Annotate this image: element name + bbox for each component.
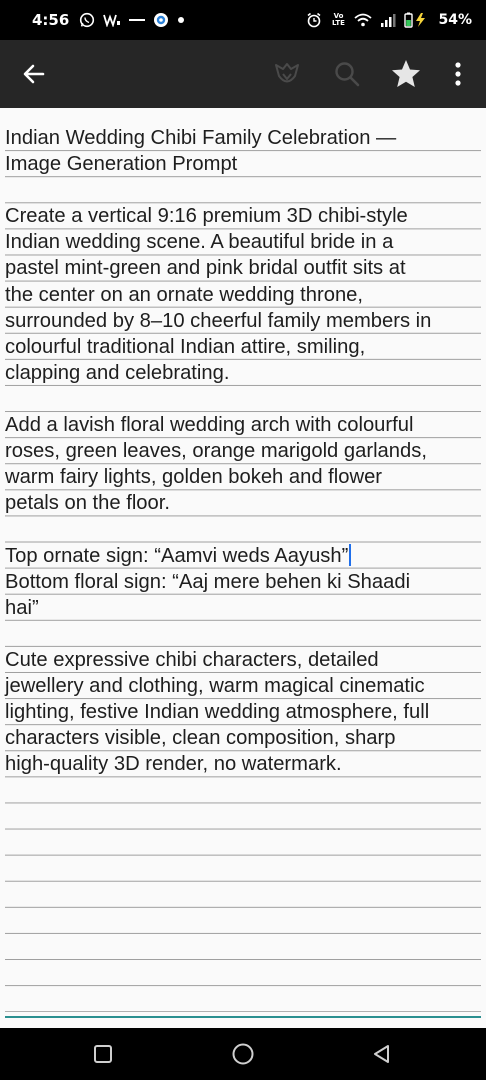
status-bar — [0, 0, 486, 40]
lilypond-icon — [272, 59, 302, 89]
note-page — [0, 108, 486, 1028]
more-vert-icon — [453, 61, 463, 87]
note-line: lighting, festive Indian wedding atmosphere, full — [5, 701, 430, 724]
favorite-button[interactable] — [386, 54, 426, 94]
whatsapp-icon — [79, 12, 95, 28]
note-line: characters visible, clean composition, sharp — [5, 727, 396, 750]
note-line: the center on an ornate wedding throne, — [5, 283, 364, 306]
back-button[interactable] — [14, 54, 54, 94]
battery-percent: 54% — [438, 12, 472, 28]
search-button[interactable] — [327, 54, 367, 94]
note-line: surrounded by 8–10 cheerful family members in — [5, 309, 432, 332]
alarm-icon — [306, 12, 322, 28]
note-line: jewellery and clothing, warm magical cinematic — [5, 674, 425, 697]
signal-icon — [380, 13, 396, 27]
toolbar — [0, 40, 486, 108]
dot-icon — [177, 16, 185, 24]
wps-icon — [103, 13, 121, 27]
back-triangle-icon — [371, 1043, 393, 1065]
note-line: Indian Wedding Chibi Family Celebration — — [5, 127, 397, 149]
volte-icon: Vo LTE — [332, 12, 345, 27]
status-left-icons — [79, 12, 185, 28]
note-blank-line — [5, 386, 481, 412]
recents-square-icon — [93, 1044, 113, 1064]
more-options-button[interactable] — [438, 54, 478, 94]
note-line: pastel mint-green and pink bridal outfit sits at — [5, 257, 406, 280]
navigation-bar — [0, 1028, 486, 1080]
note-line: high-quality 3D render, no watermark. — [5, 753, 342, 776]
note-line: Create a vertical 9:16 premium 3D chibi-style — [5, 205, 408, 228]
note-line: Indian wedding scene. A beautiful bride in a — [5, 231, 394, 254]
star-icon — [389, 57, 423, 91]
text-cursor — [349, 544, 351, 566]
note-line: colourful traditional Indian attire, smiling, — [5, 335, 366, 358]
battery-charging-icon — [404, 12, 430, 28]
wifi-icon — [354, 13, 372, 27]
note-line: hai” — [5, 596, 39, 619]
note-bottom-rule — [5, 1016, 481, 1018]
note-text-area[interactable] — [5, 125, 481, 1012]
back-arrow-icon — [21, 61, 47, 87]
note-line: warm fairy lights, golden bokeh and flower — [5, 466, 383, 489]
note-line: clapping and celebrating. — [5, 361, 230, 384]
note-line: roses, green leaves, orange marigold garlands, — [5, 440, 427, 463]
note-line: petals on the floor. — [5, 492, 170, 515]
note-line: Top ornate sign: “Aamvi weds Aayush” — [5, 543, 481, 569]
system-back-button[interactable] — [369, 1041, 395, 1067]
note-blank-line — [5, 621, 481, 647]
search-icon — [332, 59, 362, 89]
circle-app-icon — [153, 12, 169, 28]
home-button[interactable] — [230, 1041, 256, 1067]
recents-button[interactable] — [90, 1041, 116, 1067]
status-right-icons — [306, 12, 472, 28]
lilypond-button[interactable] — [267, 54, 307, 94]
status-time: 4:56 — [32, 11, 70, 29]
home-circle-icon — [231, 1042, 255, 1066]
dash-icon — [129, 16, 145, 24]
note-line: Bottom floral sign: “Aaj mere behen ki Shaadi — [5, 570, 411, 593]
note-line: Cute expressive chibi characters, detailed — [5, 648, 379, 671]
note-blank-line — [5, 516, 481, 542]
note-line: Image Generation Prompt — [5, 153, 238, 176]
note-blank-line — [5, 177, 481, 203]
note-line: Add a lavish floral wedding arch with colourful — [5, 414, 414, 437]
